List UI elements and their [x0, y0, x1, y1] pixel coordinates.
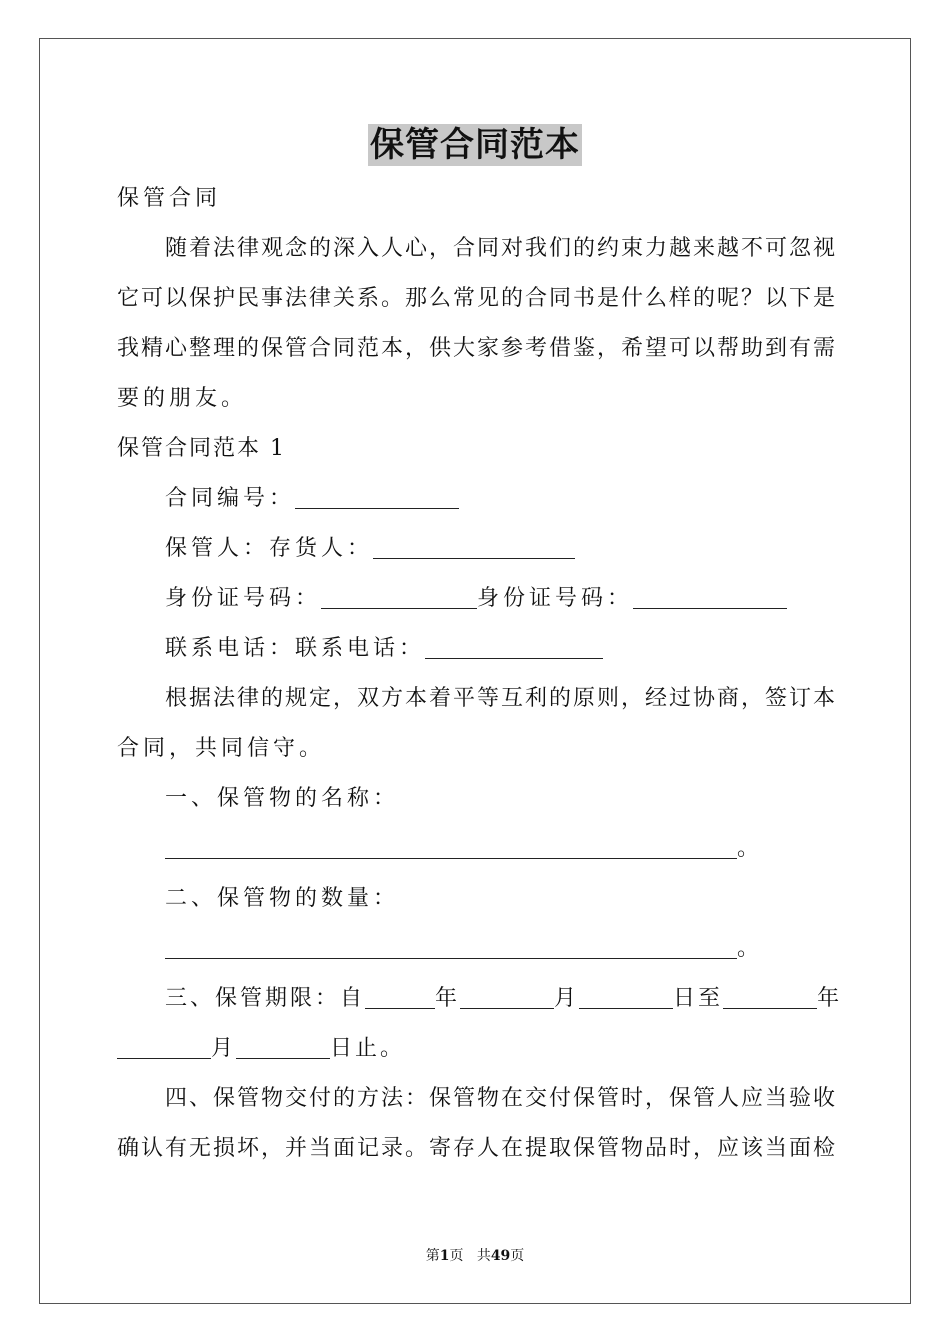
- period-day-end-label: 日止。: [330, 1036, 406, 1061]
- custodian-blank: [373, 536, 575, 559]
- item-3-period-line-1: [165, 984, 885, 1014]
- intro-line-3: 我精心整理的保管合同范本，供大家参考借鉴，希望可以帮助到有需: [117, 336, 838, 361]
- field-custodian-label: 保管人：存货人：: [165, 536, 374, 561]
- item-2-label: 二、保管物的数量：: [165, 886, 400, 911]
- title-container: [0, 124, 950, 166]
- field-id-no-1-label: 身份证号码：: [165, 586, 322, 611]
- id-no-1-blank: [321, 586, 477, 609]
- period-month-1-label: 月: [554, 986, 580, 1011]
- intro-line-4: 要的朋友。: [117, 386, 248, 411]
- period-day-to-label: 日至: [673, 986, 724, 1011]
- field-contract-no: [165, 484, 885, 514]
- period-year-1-blank: [365, 986, 435, 1009]
- footer-page-prefix: 第: [425, 1248, 440, 1264]
- period-day-1-blank: [579, 986, 673, 1009]
- heading-contract: 保管合同: [117, 186, 222, 211]
- page-footer: [0, 1247, 950, 1265]
- field-custodian: [165, 534, 885, 564]
- period-day-2-blank: [236, 1036, 330, 1059]
- period-year-2-label: 年: [817, 986, 843, 1011]
- field-id-no-2-label: 身份证号码：: [477, 586, 634, 611]
- item-3-period-line-2: [117, 1034, 837, 1064]
- id-no-2-blank: [633, 586, 787, 609]
- field-id-numbers: [165, 584, 885, 614]
- period-year-2-blank: [723, 986, 817, 1009]
- period-month-2-label: 月: [211, 1036, 237, 1061]
- page-border: [39, 38, 911, 1304]
- item-2-period: 。: [737, 936, 764, 961]
- intro-line-2: 它可以保护民事法律关系。那么常见的合同书是什么样的呢？以下是: [117, 286, 838, 311]
- footer-total-prefix: 共: [476, 1248, 491, 1264]
- intro-line-1: 随着法律观念的深入人心，合同对我们的约束力越来越不可忽视: [165, 236, 838, 261]
- document-title: 保管合同范本: [370, 125, 580, 165]
- basis-line-2: 合同，共同信守。: [117, 736, 326, 761]
- contract-no-blank: [295, 486, 459, 509]
- footer-total-number: 49: [490, 1248, 511, 1264]
- item-2-blank: [165, 936, 737, 959]
- phone-blank: [425, 636, 603, 659]
- field-contract-no-label: 合同编号：: [165, 486, 296, 511]
- period-year-1-label: 年: [435, 986, 461, 1011]
- item-1-period: 。: [737, 836, 764, 861]
- period-prefix: 三、保管期限：自: [165, 986, 366, 1011]
- item-1-label: 一、保管物的名称：: [165, 786, 400, 811]
- period-month-2-blank: [117, 1036, 211, 1059]
- item-1-blank: [165, 836, 737, 859]
- item-1-fill-line: [165, 834, 885, 864]
- item-4-line-1: 四、保管物交付的方法：保管物在交付保管时，保管人应当验收: [165, 1086, 838, 1111]
- basis-line-1: 根据法律的规定，双方本着平等互利的原则，经过协商，签订本: [165, 686, 838, 711]
- footer-total-suffix: 页: [510, 1248, 525, 1264]
- field-phone-label: 联系电话：联系电话：: [165, 636, 426, 661]
- item-2-fill-line: [165, 934, 885, 964]
- item-4-line-2: 确认有无损坏，并当面记录。寄存人在提取保管物品时，应该当面检: [117, 1136, 838, 1161]
- heading-sample-1: 保管合同范本 1: [117, 436, 286, 461]
- period-month-1-blank: [460, 986, 554, 1009]
- field-phone: [165, 634, 885, 664]
- footer-page-suffix: 页: [449, 1248, 464, 1264]
- footer-page-number: 1: [439, 1248, 450, 1264]
